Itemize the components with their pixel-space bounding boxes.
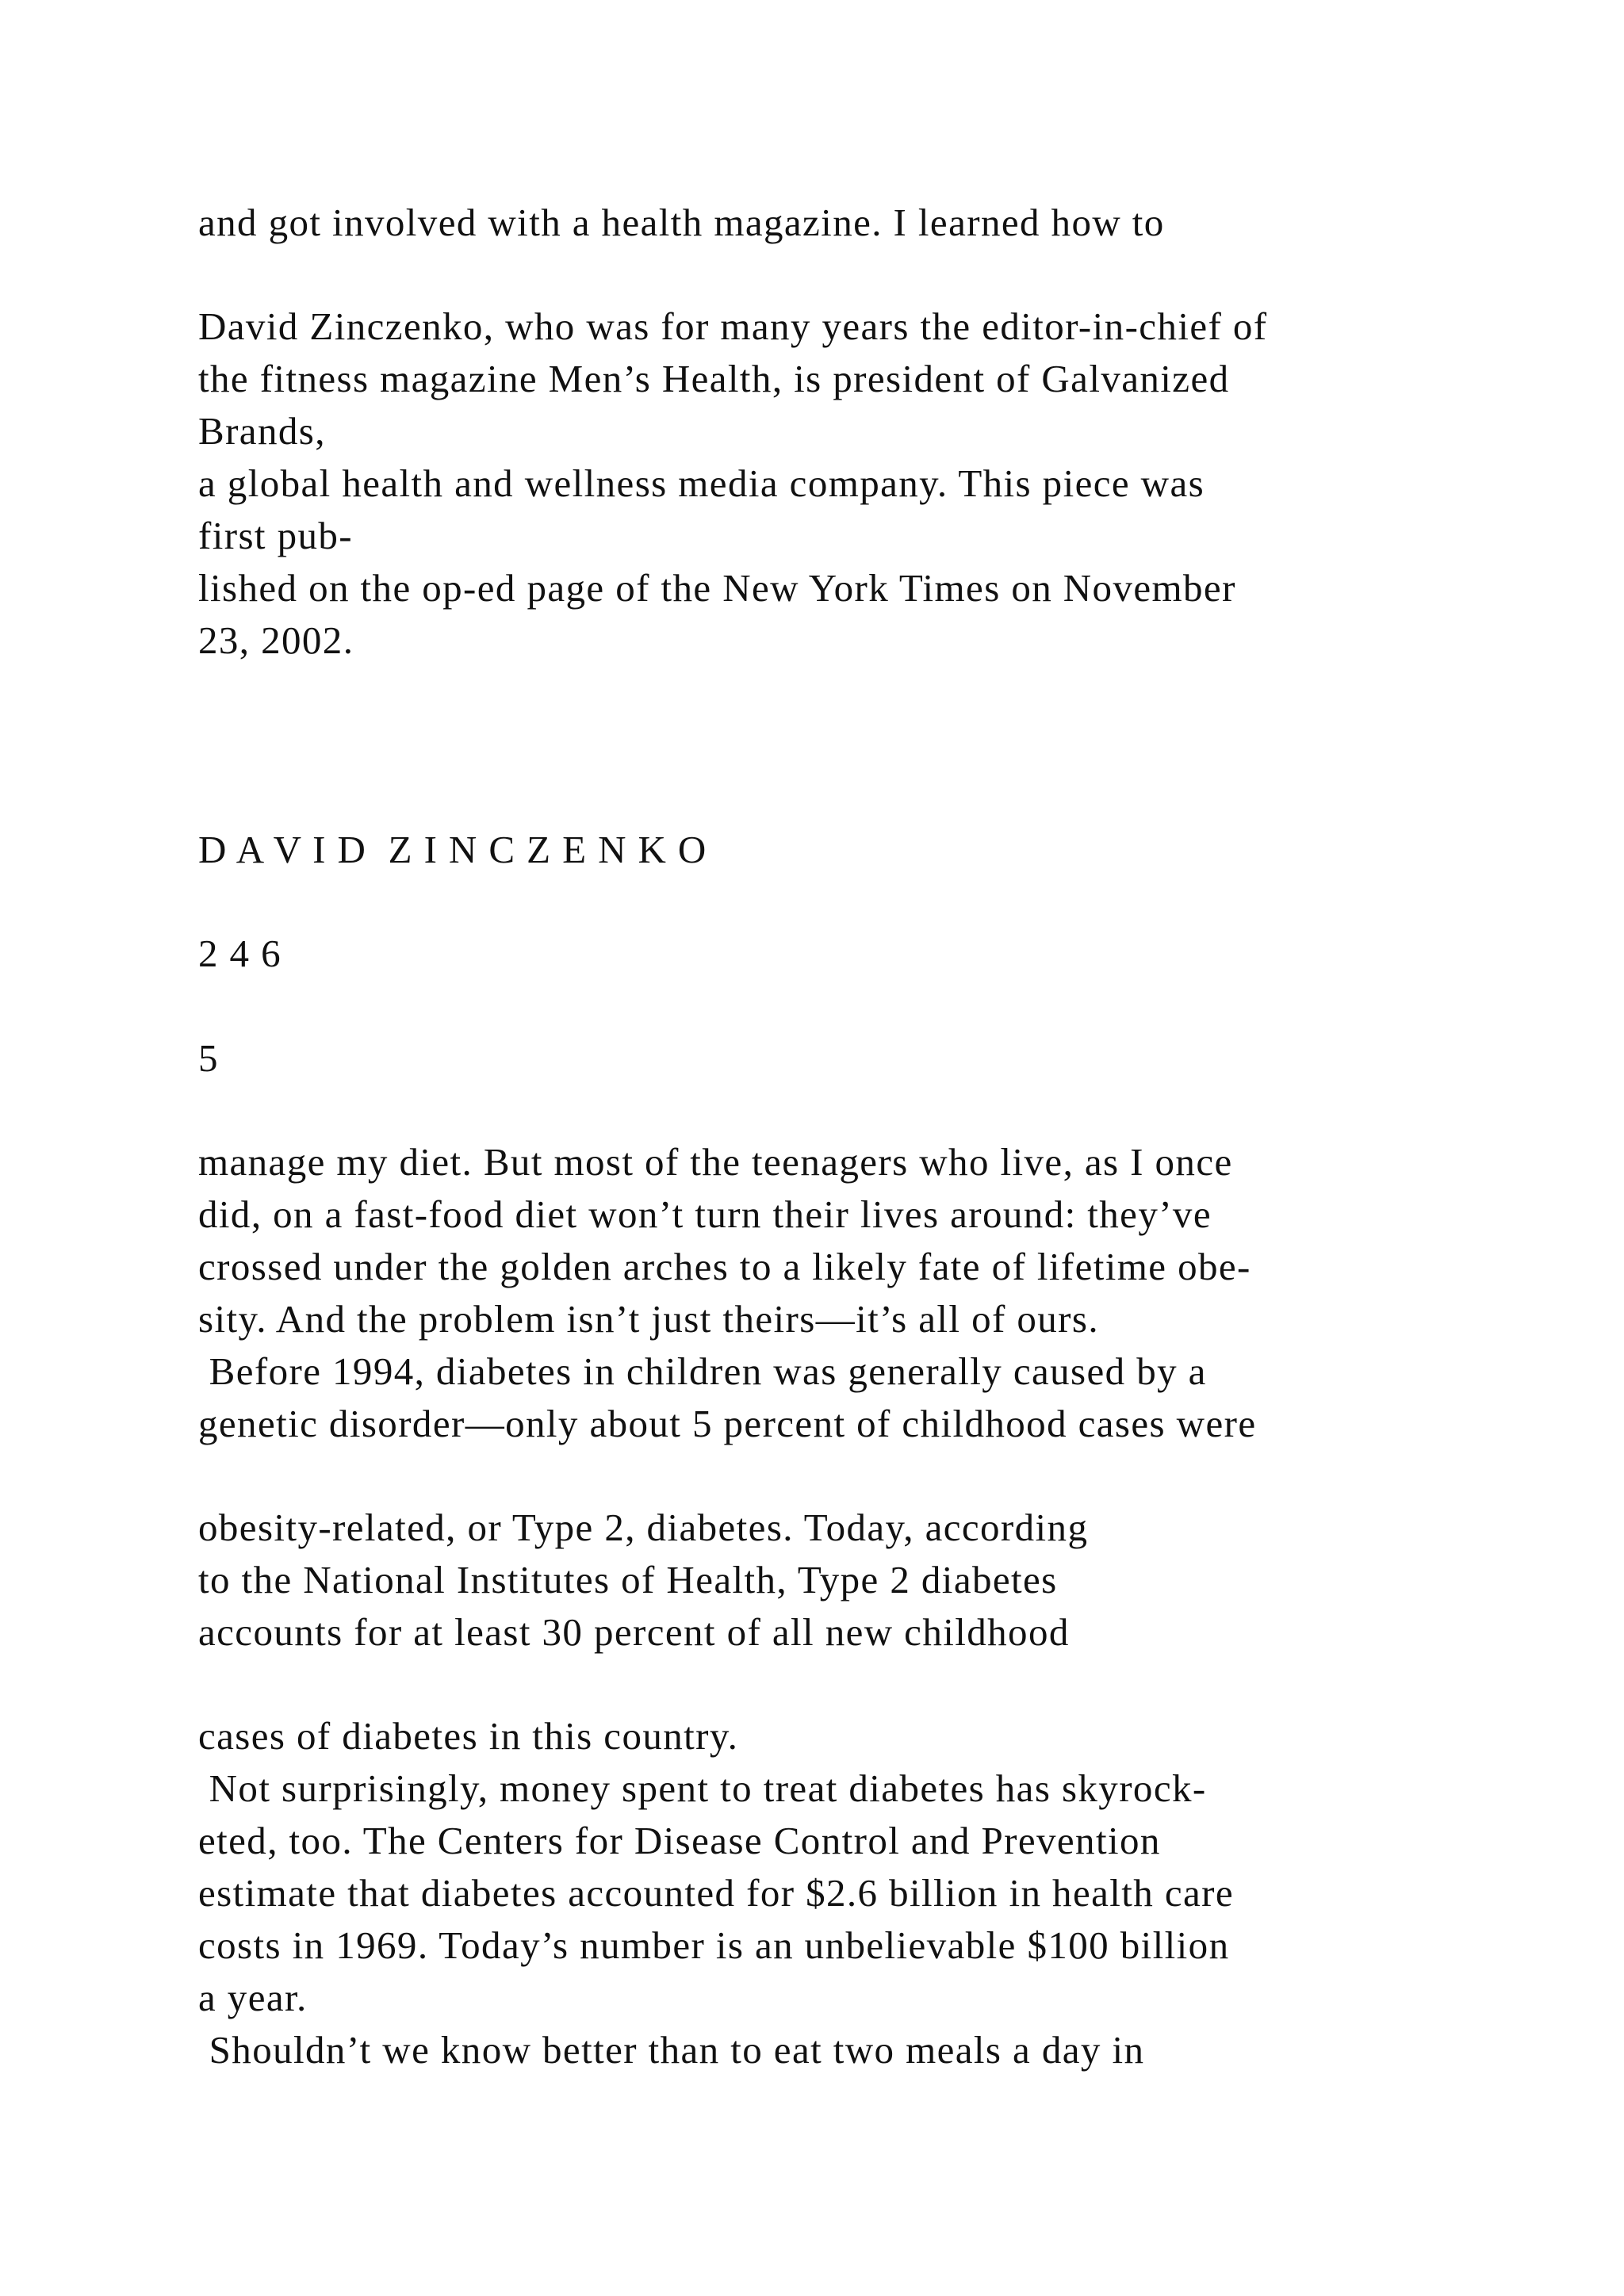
- body-line-12: eted, too. The Centers for Disease Control and Prevention: [198, 1819, 1161, 1862]
- bio-line-3: Brands,: [198, 409, 326, 453]
- body-line-10: cases of diabetes in this country.: [198, 1714, 739, 1758]
- body-line-8: to the National Institutes of Health, Type 2 diabetes: [198, 1558, 1058, 1601]
- bio-line-2: the fitness magazine Men’s Health, is president of Galvanized: [198, 357, 1230, 400]
- body-line-5: Before 1994, diabetes in children was generally caused by a: [198, 1349, 1207, 1393]
- body-line-7: obesity-related, or Type 2, diabetes. Today, according: [198, 1506, 1089, 1549]
- body-line-13: estimate that diabetes accounted for $2.6 billion in health care: [198, 1871, 1234, 1915]
- page-number: 2 4 6: [198, 932, 282, 975]
- body-line-14: costs in 1969. Today’s number is an unbelievable $100 billion: [198, 1923, 1230, 1967]
- body-line-6: genetic disorder—only about 5 percent of childhood cases were: [198, 1402, 1257, 1445]
- body-line-1: manage my diet. But most of the teenagers who live, as I once: [198, 1140, 1233, 1184]
- body-line-15: a year.: [198, 1976, 308, 2019]
- body-line-4: sity. And the problem isn’t just theirs—it’s all of ours.: [198, 1297, 1099, 1341]
- bio-line-4: a global health and wellness media company. This piece was: [198, 461, 1205, 505]
- body-line-11: Not surprisingly, money spent to treat diabetes has skyrock-: [198, 1766, 1207, 1810]
- bio-line-7: 23, 2002.: [198, 618, 354, 662]
- bio-line-1: David Zinczenko, who was for many years the editor-in-chief of: [198, 304, 1268, 348]
- bio-line-6: lished on the op-ed page of the New York Times on November: [198, 566, 1236, 610]
- bio-line-5: first pub-: [198, 514, 353, 557]
- running-head-author: D A V I D Z I N C Z E N K O: [198, 828, 707, 871]
- body-line-3: crossed under the golden arches to a likely fate of lifetime obe-: [198, 1245, 1251, 1288]
- body-line-9: accounts for at least 30 percent of all new childhood: [198, 1610, 1070, 1654]
- body-line-16: Shouldn’t we know better than to eat two meals a day in: [198, 2028, 1145, 2072]
- text-line-1: and got involved with a health magazine. I learned how to: [198, 201, 1165, 244]
- paragraph-number: 5: [198, 1036, 219, 1080]
- body-line-2: did, on a fast-food diet won’t turn their lives around: they’ve: [198, 1192, 1212, 1236]
